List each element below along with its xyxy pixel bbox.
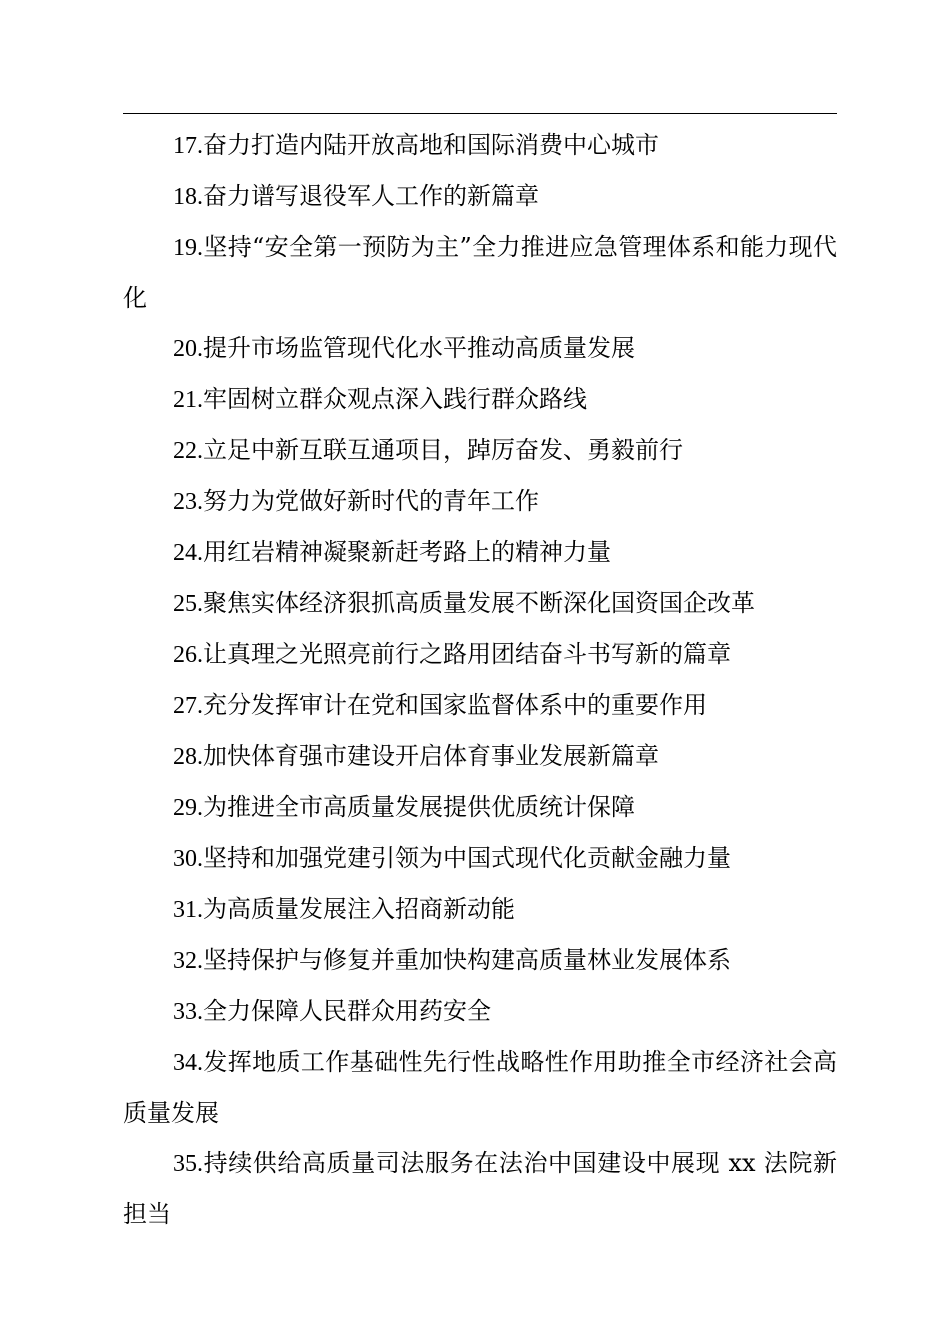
list-item: 29.为推进全市高质量发展提供优质统计保障 — [173, 793, 635, 821]
list-item: 32.坚持保护与修复并重加快构建高质量林业发展体系 — [173, 946, 731, 974]
item-list — [123, 120, 837, 1239]
list-item: 31.为高质量发展注入招商新动能 — [173, 895, 515, 923]
list-item: 17.奋力打造内陆开放高地和国际消费中心城市 — [173, 131, 659, 159]
header-rule — [123, 113, 837, 114]
list-item: 33.全力保障人民群众用药安全 — [173, 997, 491, 1025]
list-item: 28.加快体育强市建设开启体育事业发展新篇章 — [173, 742, 659, 770]
list-item: 35.持续供给高质量司法服务在法治中国建设中展现 xx 法院新担当 — [123, 1149, 837, 1228]
list-item: 23.努力为党做好新时代的青年工作 — [173, 487, 539, 515]
list-item: 25.聚焦实体经济狠抓高质量发展不断深化国资国企改革 — [173, 589, 755, 617]
list-item: 19.坚持“安全第一预防为主”全力推进应急管理体系和能力现代化 — [123, 233, 837, 312]
list-item: 30.坚持和加强党建引领为中国式现代化贡献金融力量 — [173, 844, 731, 872]
list-item: 20.提升市场监管现代化水平推动高质量发展 — [173, 334, 635, 362]
list-item: 21.牢固树立群众观点深入践行群众路线 — [173, 385, 587, 413]
list-item: 18.奋力谱写退役军人工作的新篇章 — [173, 182, 539, 210]
list-item: 34.发挥地质工作基础性先行性战略性作用助推全市经济社会高质量发展 — [123, 1048, 837, 1127]
list-item: 22.立足中新互联互通项目，踔厉奋发、勇毅前行 — [173, 436, 683, 464]
list-item: 26.让真理之光照亮前行之路用团结奋斗书写新的篇章 — [173, 640, 731, 668]
list-item: 27.充分发挥审计在党和国家监督体系中的重要作用 — [173, 691, 707, 719]
list-item: 24.用红岩精神凝聚新赶考路上的精神力量 — [173, 538, 611, 566]
